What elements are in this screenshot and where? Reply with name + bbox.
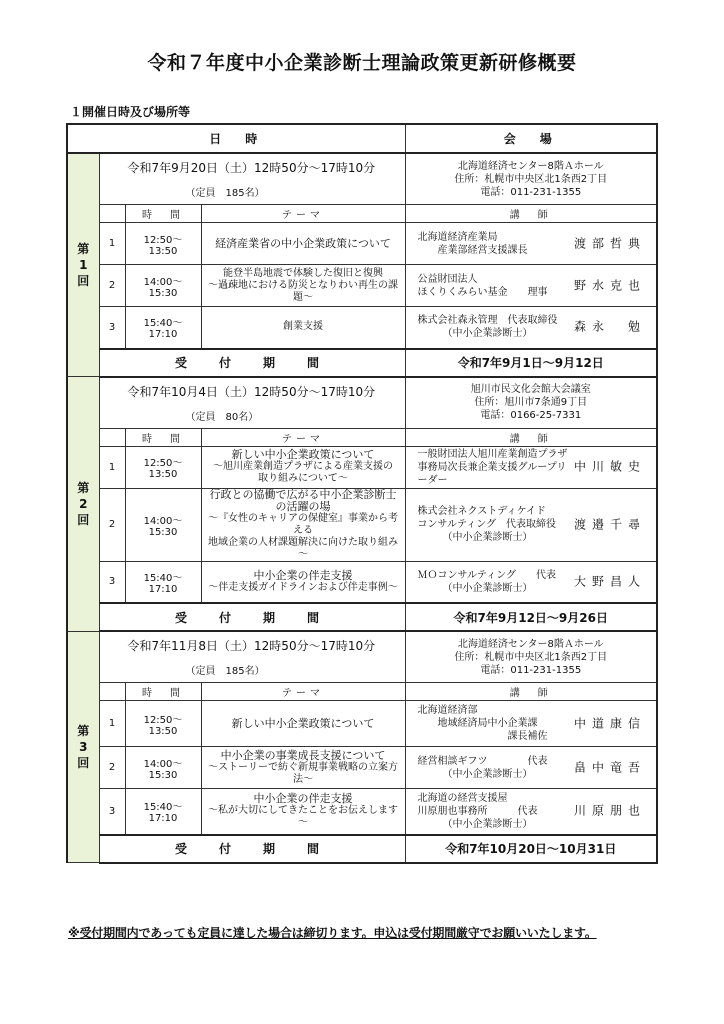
header-datetime: 日 時 xyxy=(67,124,405,153)
lecture-time: 14:00～15:30 xyxy=(125,747,201,789)
lecturer-affiliation: ーダー xyxy=(417,474,448,486)
round-char: 第 xyxy=(77,480,90,495)
theme-title: 中小企業の伴走支援 xyxy=(253,568,353,582)
venue-line: 北海道経済センター8階Ａホール xyxy=(457,638,604,650)
theme-subtitle: 取り組みについて～ xyxy=(258,473,348,484)
lecture-row xyxy=(67,747,657,789)
theme-subtitle: ～私が大切にしてきたことをお伝えします～ xyxy=(208,805,398,829)
lecture-row xyxy=(67,446,657,488)
lecture-row xyxy=(67,701,657,747)
lecturer-affiliation: 地域経済局中小企業課 xyxy=(417,718,538,729)
lecturer-affiliation: ＭＯコンサルティング 代表 xyxy=(417,569,557,581)
col-time: 時 間 xyxy=(125,428,201,446)
lecturer-name: 野水克也 xyxy=(574,278,647,292)
session-datetime xyxy=(99,631,405,683)
lecturer-affiliation: （中小企業診断士） xyxy=(417,328,533,340)
theme-title: 中小企業の事業成長支援について xyxy=(220,748,386,762)
lecture-theme xyxy=(201,488,405,561)
lecture-theme xyxy=(201,223,405,265)
column-header-row xyxy=(67,683,657,701)
venue-line: 住所：札幌市中央区北1条西2丁目 xyxy=(454,651,608,663)
lecturer-name: 森永 勉 xyxy=(574,319,647,334)
session-venue xyxy=(405,631,657,683)
lecturer-affiliation: 課長補佐 xyxy=(417,731,548,742)
session-date-row xyxy=(67,377,657,429)
session-capacity: （定員 185名） xyxy=(185,666,265,677)
theme-subtitle: ～伴走支援ガイドラインおよび伴走事例～ xyxy=(208,581,398,593)
round-char: 回 xyxy=(77,755,90,770)
session-date: 令和7年9月20日（土）12時50分～17時10分 xyxy=(127,161,376,175)
lecture-number: 2 xyxy=(99,747,125,789)
round-char: 回 xyxy=(77,512,90,527)
lecture-time: 14:00～15:30 xyxy=(125,488,201,561)
lecturer-name: 中川敏史 xyxy=(574,459,647,474)
lecture-theme xyxy=(201,265,405,307)
round-char: 第 xyxy=(77,242,90,256)
reception-label: 受 付 期 間 xyxy=(175,356,330,370)
lecture-row xyxy=(67,223,657,265)
session-date-row xyxy=(67,153,657,205)
lecture-number: 3 xyxy=(99,307,125,349)
lecturer-cell xyxy=(405,307,657,349)
lecturer-name: 畠中竜吾 xyxy=(574,760,647,774)
lecture-row xyxy=(67,789,657,835)
lecture-time: 15:40～17:10 xyxy=(125,307,201,349)
venue-line: 電話：011-231-1355 xyxy=(480,186,582,198)
reception-label-cell xyxy=(99,835,405,863)
lecture-row xyxy=(67,488,657,561)
reception-label: 受 付 期 間 xyxy=(175,610,330,625)
lecture-time: 12:50～13:50 xyxy=(125,701,201,747)
lecturer-affiliation: 一般財団法人旭川産業創造プラザ xyxy=(417,448,568,460)
column-header-row xyxy=(67,205,657,223)
session-capacity: （定員 80名） xyxy=(185,411,259,423)
theme-subtitle: ～ストーリーで紡ぐ新規事業戦略の立案方法～ xyxy=(208,761,398,785)
lecturer-affiliation: （中小企業診断士） xyxy=(417,582,533,594)
lecturer-affiliation: 産業部経営支援課長 xyxy=(417,244,528,256)
session-capacity: （定員 185名） xyxy=(185,188,265,199)
theme-title: 行政との協働で広がる中小企業診断士の活躍の場 xyxy=(209,487,397,513)
lecturer-affiliation: 経営相談ギフツ 代表 xyxy=(417,755,548,767)
session-round-label xyxy=(67,377,99,632)
lecture-number: 1 xyxy=(99,223,125,265)
lecture-time: 15:40～17:10 xyxy=(125,561,201,603)
theme-title: 新しい中小企業政策について xyxy=(231,716,375,730)
lecture-theme xyxy=(201,789,405,835)
reception-period: 令和7年9月1日～9月12日 xyxy=(405,349,657,377)
col-lecturer: 講 師 xyxy=(405,683,657,701)
session-venue xyxy=(405,377,657,429)
theme-subtitle: ～『女性のキャリアの保健室』事業から考える xyxy=(208,512,398,536)
lecturer-affiliation: 北海道経済部 xyxy=(417,705,478,716)
reception-row xyxy=(67,349,657,377)
lecture-number: 3 xyxy=(99,789,125,835)
lecturer-affiliation: 北海道の経営支援屋 xyxy=(417,792,508,804)
lecturer-name: 大野昌人 xyxy=(574,574,647,589)
session-date: 令和7年10月4日（土）12時50分～17時10分 xyxy=(127,384,376,399)
col-time: 時 間 xyxy=(125,683,201,701)
lecturer-cell xyxy=(405,789,657,835)
schedule-table xyxy=(66,123,658,864)
theme-subtitle: 創業支援 xyxy=(283,321,323,333)
lecture-number: 2 xyxy=(99,488,125,561)
lecture-number: 1 xyxy=(99,701,125,747)
theme-title: 中小企業の伴走支援 xyxy=(253,792,353,806)
lecturer-cell xyxy=(405,488,657,561)
lecturer-affiliation: 川原朋也事務所 代表 xyxy=(417,805,538,817)
lecturer-name: 川原朋也 xyxy=(574,803,647,818)
round-char: 1 xyxy=(79,258,88,272)
col-theme: テーマ xyxy=(201,428,405,446)
lecture-number: 2 xyxy=(99,265,125,307)
venue-line: 電話：011-231-1355 xyxy=(480,664,582,676)
page-title: 令和７年度中小企業診断士理論政策更新研修概要 xyxy=(147,52,577,74)
theme-subtitle: 能登半島地震で体験した復旧と復興 xyxy=(223,267,383,279)
reception-period: 令和7年9月12日～9月26日 xyxy=(405,603,657,631)
lecture-time: 15:40～17:10 xyxy=(125,789,201,835)
lecturer-affiliation: （中小企業診断士） xyxy=(417,532,533,543)
round-char: 3 xyxy=(79,739,88,754)
reception-row xyxy=(67,835,657,863)
session-date-row xyxy=(67,631,657,683)
lecture-time: 14:00～15:30 xyxy=(125,265,201,307)
lecture-row xyxy=(67,561,657,603)
col-lecturer: 講 師 xyxy=(405,205,657,223)
lecture-theme xyxy=(201,307,405,349)
session-date: 令和7年11月8日（土）12時50分～17時10分 xyxy=(127,639,376,653)
lecture-number: 1 xyxy=(99,446,125,488)
reception-label: 受 付 期 間 xyxy=(175,842,330,856)
venue-line: 旭川市民文化会館大会議室 xyxy=(470,384,591,395)
theme-subtitle: ～過疎地における防災となりわい再生の課題～ xyxy=(208,279,398,303)
table-header-row xyxy=(67,124,657,153)
session-datetime xyxy=(99,153,405,205)
lecturer-affiliation: 事務局次長兼企業支援グループリ xyxy=(417,461,567,473)
lecturer-name: 渡邉千尋 xyxy=(574,517,647,531)
lecturer-cell xyxy=(405,701,657,747)
lecturer-name: 中道康信 xyxy=(574,716,647,730)
lecturer-cell xyxy=(405,561,657,603)
lecturer-affiliation: 北海道経済産業局 xyxy=(417,231,498,243)
lecturer-affiliation: コンサルティング 代表取締役 xyxy=(417,519,557,530)
col-theme: テーマ xyxy=(201,205,405,223)
lecturer-affiliation: 株式会社森永管理 代表取締役 xyxy=(417,315,558,327)
reception-period: 令和7年10月20日～10月31日 xyxy=(405,835,657,863)
lecturer-affiliation: （中小企業診断士） xyxy=(417,818,533,830)
round-char: 第 xyxy=(77,723,90,738)
session-datetime xyxy=(99,377,405,429)
session-round-label xyxy=(67,153,99,377)
col-theme: テーマ xyxy=(201,683,405,701)
session-venue xyxy=(405,153,657,205)
lecture-theme xyxy=(201,701,405,747)
lecture-number: 3 xyxy=(99,561,125,603)
col-time: 時 間 xyxy=(125,205,201,223)
theme-subtitle: 地域企業の人材課題解決に向けた取り組み～ xyxy=(208,536,398,560)
lecture-theme xyxy=(201,446,405,488)
theme-title: 経済産業省の中小企業政策について xyxy=(215,236,391,250)
col-num xyxy=(99,428,125,446)
footer-note: ※受付期間内であっても定員に達した場合は締切ります。申込は受付期間厳守でお願いいたします。 xyxy=(68,926,597,940)
lecture-theme xyxy=(201,747,405,789)
col-num xyxy=(99,683,125,701)
lecturer-affiliation: （中小企業診断士） xyxy=(417,768,533,780)
header-venue: 会 場 xyxy=(405,124,657,153)
lecturer-cell xyxy=(405,446,657,488)
round-char: 回 xyxy=(77,274,90,288)
reception-row xyxy=(67,603,657,631)
lecture-row xyxy=(67,307,657,349)
section-label: １開催日時及び場所等 xyxy=(70,105,191,119)
col-num xyxy=(99,205,125,223)
lecturer-affiliation: ほくりくみらい基金 理事 xyxy=(417,286,548,298)
lecturer-affiliation: 株式会社ネクストディケイド xyxy=(417,506,546,517)
lecturer-cell xyxy=(405,747,657,789)
theme-subtitle: ～旭川産業創造プラザによる産業支援の xyxy=(213,461,393,472)
theme-title: 新しい中小企業政策について xyxy=(231,448,375,461)
lecture-time: 12:50～13:50 xyxy=(125,223,201,265)
lecturer-affiliation: 公益財団法人 xyxy=(417,273,478,285)
lecturer-cell xyxy=(405,265,657,307)
round-char: 2 xyxy=(79,496,88,511)
lecture-row xyxy=(67,265,657,307)
venue-line: 北海道経済センター8階Ａホール xyxy=(457,160,604,172)
session-round-label xyxy=(67,631,99,863)
lecture-theme xyxy=(201,561,405,603)
reception-label-cell xyxy=(99,349,405,377)
venue-line: 住所：札幌市中央区北1条西2丁目 xyxy=(454,173,608,185)
col-lecturer: 講 師 xyxy=(405,428,657,446)
lecturer-cell xyxy=(405,223,657,265)
lecturer-name: 渡部哲典 xyxy=(574,236,647,250)
venue-line: 電話：0166-25-7331 xyxy=(480,410,582,421)
venue-line: 住所：旭川市7条通9丁目 xyxy=(474,397,588,408)
column-header-row xyxy=(67,428,657,446)
reception-label-cell xyxy=(99,603,405,631)
lecture-time: 12:50～13:50 xyxy=(125,446,201,488)
